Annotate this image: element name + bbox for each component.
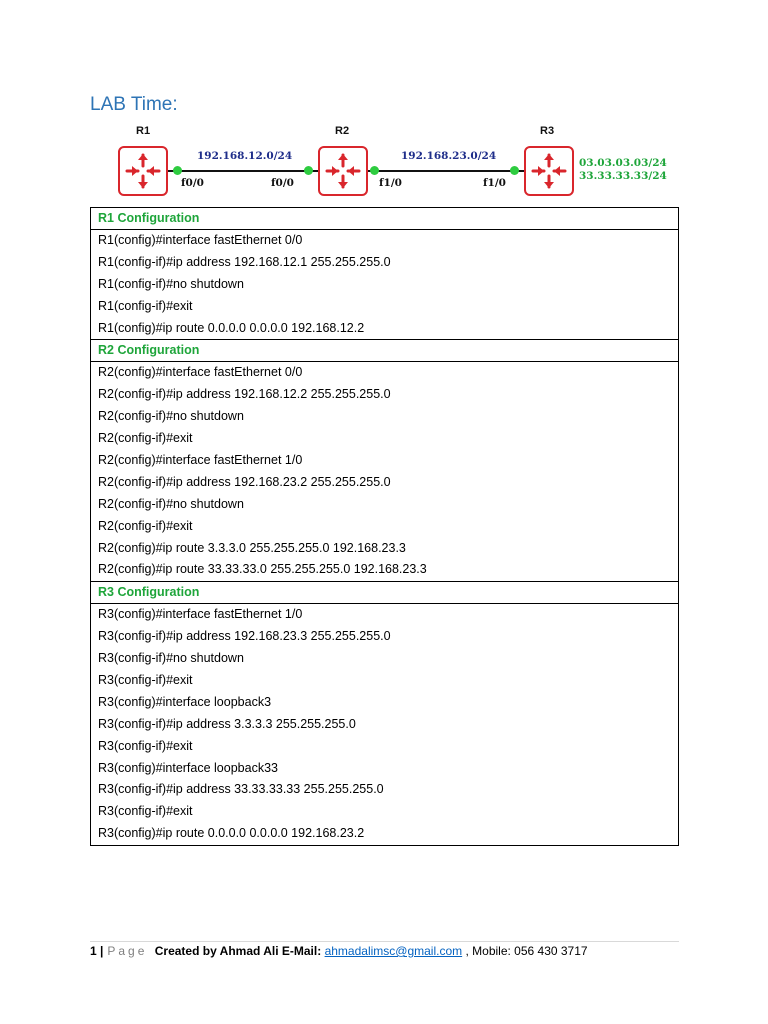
config-line: R3(config-if)#exit (98, 804, 193, 819)
router-label-r2: R2 (335, 125, 350, 137)
config-line: R2(config)#interface fastEthernet 0/0 (98, 365, 303, 380)
router-r3[interactable] (524, 146, 574, 196)
port-label-r2-f0-0: f0/0 (271, 177, 294, 189)
router-icon (122, 150, 164, 192)
port-label-r3-f1-0: f1/0 (483, 177, 506, 189)
link-r1-r2 (168, 170, 318, 172)
router-icon (322, 150, 364, 192)
router-r1[interactable] (118, 146, 168, 196)
router-icon (528, 150, 570, 192)
config-line: R1(config)#ip route 0.0.0.0 0.0.0.0 192.168.12.2 (98, 320, 365, 335)
config-line: R3(config-if)#ip address 3.3.3.3 255.255.255.0 (98, 716, 356, 731)
config-line: R3(config)#interface loopback3 (98, 694, 272, 709)
config-line: R2(config-if)#ip address 192.168.12.2 255.255.255.0 (98, 387, 391, 402)
section-body-r1 (91, 230, 679, 340)
config-line: R1(config)#interface fastEthernet 0/0 (98, 233, 303, 247)
link-endpoint-dot (510, 166, 519, 175)
config-line: R2(config-if)#exit (98, 518, 193, 533)
port-label-r1-f0-0: f0/0 (181, 177, 204, 189)
config-line: R3(config-if)#ip address 192.168.23.3 255.255.255.0 (98, 629, 391, 644)
config-line: R3(config-if)#exit (98, 738, 193, 753)
page-word: Page (107, 944, 148, 958)
config-line: R3(config)#interface loopback33 (98, 760, 278, 775)
config-line: R3(config-if)#no shutdown (98, 651, 244, 666)
config-line: R3(config-if)#ip address 33.33.33.33 255.255.255.0 (98, 782, 384, 797)
config-line: R3(config)#ip route 0.0.0.0 0.0.0.0 192.168.23.2 (98, 826, 365, 841)
section-header-r2: R2 Configuration (91, 340, 679, 362)
router-label-r1: R1 (136, 125, 151, 137)
link-endpoint-dot (304, 166, 313, 175)
link-r2-r3 (366, 170, 526, 172)
router-r2[interactable] (318, 146, 368, 196)
config-line: R2(config-if)#no shutdown (98, 496, 244, 511)
loopback-list (579, 157, 667, 183)
config-line: R3(config-if)#exit (98, 673, 193, 688)
router-label-r3: R3 (540, 125, 555, 137)
email-link[interactable]: ahmadalimsc@gmail.com (324, 944, 463, 958)
port-label-r2-f1-0: f1/0 (379, 177, 402, 189)
config-line: R2(config-if)#exit (98, 431, 193, 446)
config-line: R2(config-if)#no shutdown (98, 409, 244, 424)
link-endpoint-dot (370, 166, 379, 175)
link-endpoint-dot (173, 166, 182, 175)
footer-divider (90, 941, 679, 942)
loopback-label-33: 33.33.33.33/24 (579, 170, 667, 182)
config-line: R1(config-if)#ip address 192.168.12.1 255.255.255.0 (98, 254, 391, 269)
network-label-r1-r2: 192.168.12.0/24 (197, 150, 293, 162)
section-body-r3 (91, 604, 679, 846)
config-line: R3(config)#interface fastEthernet 1/0 (98, 607, 303, 622)
page-title: LAB Time: (90, 94, 178, 115)
section-body-r2 (91, 362, 679, 582)
section-header-r3: R3 Configuration (91, 582, 679, 604)
page-footer (90, 944, 588, 958)
config-line: R2(config-if)#ip address 192.168.23.2 255.255.255.0 (98, 474, 391, 489)
config-line: R2(config)#ip route 3.3.3.0 255.255.255.0 192.168.23.3 (98, 540, 406, 555)
author-credit: Created by Ahmad Ali E-Mail: (154, 944, 322, 958)
loopback-label-3: 03.03.03.03/24 (579, 157, 667, 169)
config-line: R1(config-if)#no shutdown (98, 276, 244, 291)
section-header-r1: R1 Configuration (91, 208, 679, 230)
mobile-number: , Mobile: 056 430 3717 (465, 944, 588, 958)
network-label-r2-r3: 192.168.23.0/24 (401, 150, 497, 162)
page-number: 1 | (90, 944, 104, 958)
config-line: R1(config-if)#exit (98, 298, 193, 313)
config-line: R2(config)#interface fastEthernet 1/0 (98, 453, 303, 468)
configuration-table (90, 207, 679, 846)
config-line: R2(config)#ip route 33.33.33.0 255.255.255.0 192.168.23.3 (98, 562, 427, 577)
